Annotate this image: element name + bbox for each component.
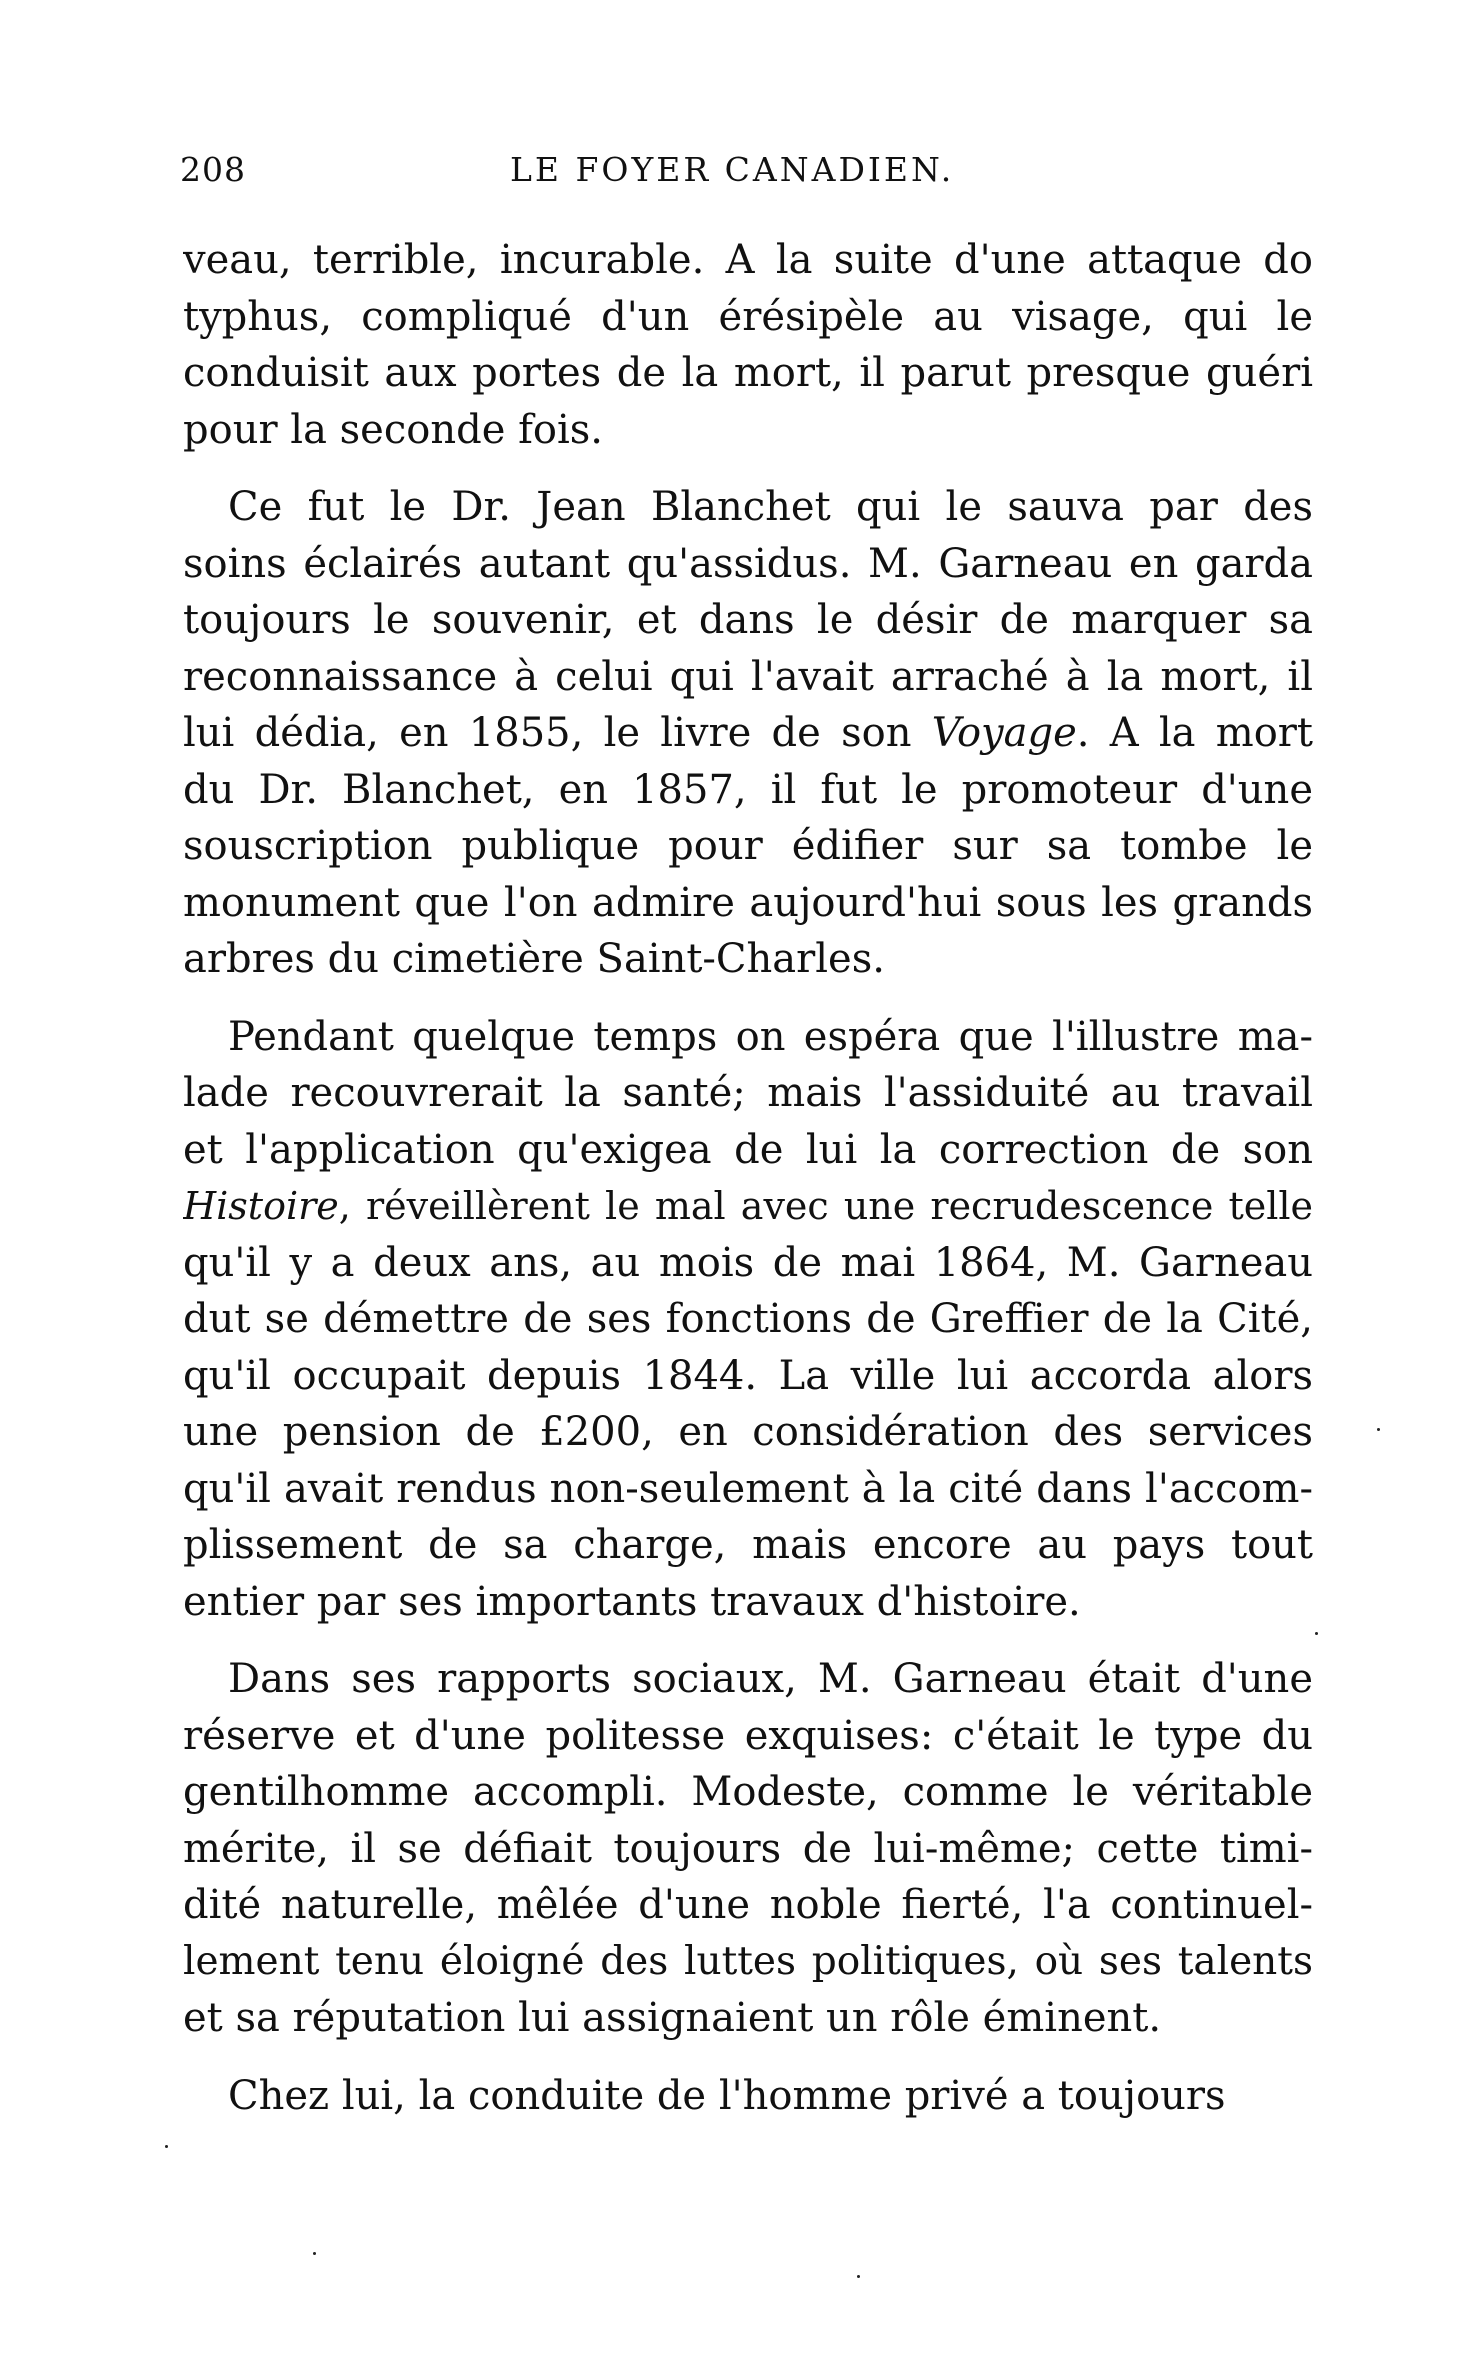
paragraph — [183, 232, 1313, 458]
italic-title: Voyage — [931, 710, 1077, 756]
text-line: Dans ses rapports sociaux, M. Garneau était d'une — [228, 1656, 1313, 1702]
text-line: mérite, il se défiait toujours de lui-même; cette timi- — [183, 1825, 1313, 1872]
print-speck — [1315, 1632, 1318, 1635]
text-line: dut se démettre de ses fonctions de Greffier de la Cité, — [183, 1296, 1313, 1342]
text-line: soins éclairés autant qu'assidus. M. Garneau en garda — [183, 540, 1313, 587]
text-line: et sa réputation lui assignaient un rôle éminent. — [183, 1995, 1162, 2041]
text-line: dité naturelle, mêlée d'une noble fierté, l'a continuel- — [183, 1882, 1313, 1928]
text-line: Ce fut le Dr. Jean Blanchet qui le sauva par des — [228, 484, 1313, 530]
text-line: une pension de £200, en considération des services — [183, 1409, 1313, 1455]
text-line: pour la seconde fois. — [183, 406, 603, 453]
text-line: qu'il avait rendus non-seulement à la cité dans l'accom- — [183, 1465, 1313, 1512]
print-speck — [165, 2145, 168, 2148]
text-line: entier par ses importants travaux d'histoire. — [183, 1578, 1081, 1625]
text-line: reconnaissance à celui qui l'avait arraché à la mort, il — [183, 653, 1313, 700]
print-speck — [857, 2275, 860, 2278]
paragraph — [183, 1651, 1313, 2047]
text-line: Pendant quelque temps on espéra que l'illustre ma- — [228, 1013, 1313, 1060]
text-line: arbres du cimetière Saint-Charles. — [183, 936, 885, 982]
text-line: monument que l'on admire aujourd'hui sous les grands — [183, 879, 1313, 926]
text-line: lement tenu éloigné des luttes politiques, où ses talents — [183, 1938, 1313, 1984]
text-line: et l'application qu'exigea de lui la correction de son — [183, 1126, 1313, 1173]
page-number: 208 — [180, 150, 246, 189]
text-line: gentilhomme accompli. Modeste, comme le véritable — [183, 1769, 1313, 1815]
print-speck — [1377, 1428, 1380, 1431]
text-line: plissement de sa charge, mais encore au pays tout — [183, 1522, 1313, 1568]
text-line: qu'il y a deux ans, au mois de mai 1864, M. Garneau — [183, 1239, 1313, 1286]
page-header — [180, 150, 1325, 200]
text-line: réserve et d'une politesse exquises: c'était le type du — [183, 1712, 1313, 1759]
text-line: du Dr. Blanchet, en 1857, il fut le promoteur d'une — [183, 766, 1313, 813]
paragraph — [183, 1009, 1313, 1631]
text-line: toujours le souvenir, et dans le désir de marquer sa — [183, 597, 1313, 643]
paragraph — [183, 2068, 1313, 2125]
text-line: veau, terrible, incurable. A la suite d'une attaque do — [183, 237, 1313, 283]
text-line: lui dédia, en 1855, le livre de son Voyage. A la mort — [183, 710, 1313, 756]
running-title: LE FOYER CANADIEN. — [510, 150, 955, 189]
text-line: lade recouvrerait la santé; mais l'assiduité au travail — [183, 1070, 1313, 1116]
text-line: souscription publique pour édifier sur sa tombe le — [183, 823, 1313, 869]
text-line: Histoire, réveillèrent le mal avec une recrudescence telle — [183, 1184, 1313, 1228]
text-line: Chez lui, la conduite de l'homme privé a toujours — [228, 2072, 1226, 2119]
text-line: qu'il occupait depuis 1844. La ville lui accorda alors — [183, 1352, 1313, 1399]
text-line: typhus, compliqué d'un érésipèle au visage, qui le — [183, 293, 1313, 340]
italic-title: Histoire — [183, 1184, 339, 1228]
body-text — [183, 232, 1313, 2145]
text-line: conduisit aux portes de la mort, il parut presque guéri — [183, 350, 1313, 396]
paragraph — [183, 479, 1313, 988]
print-speck — [313, 2252, 316, 2255]
